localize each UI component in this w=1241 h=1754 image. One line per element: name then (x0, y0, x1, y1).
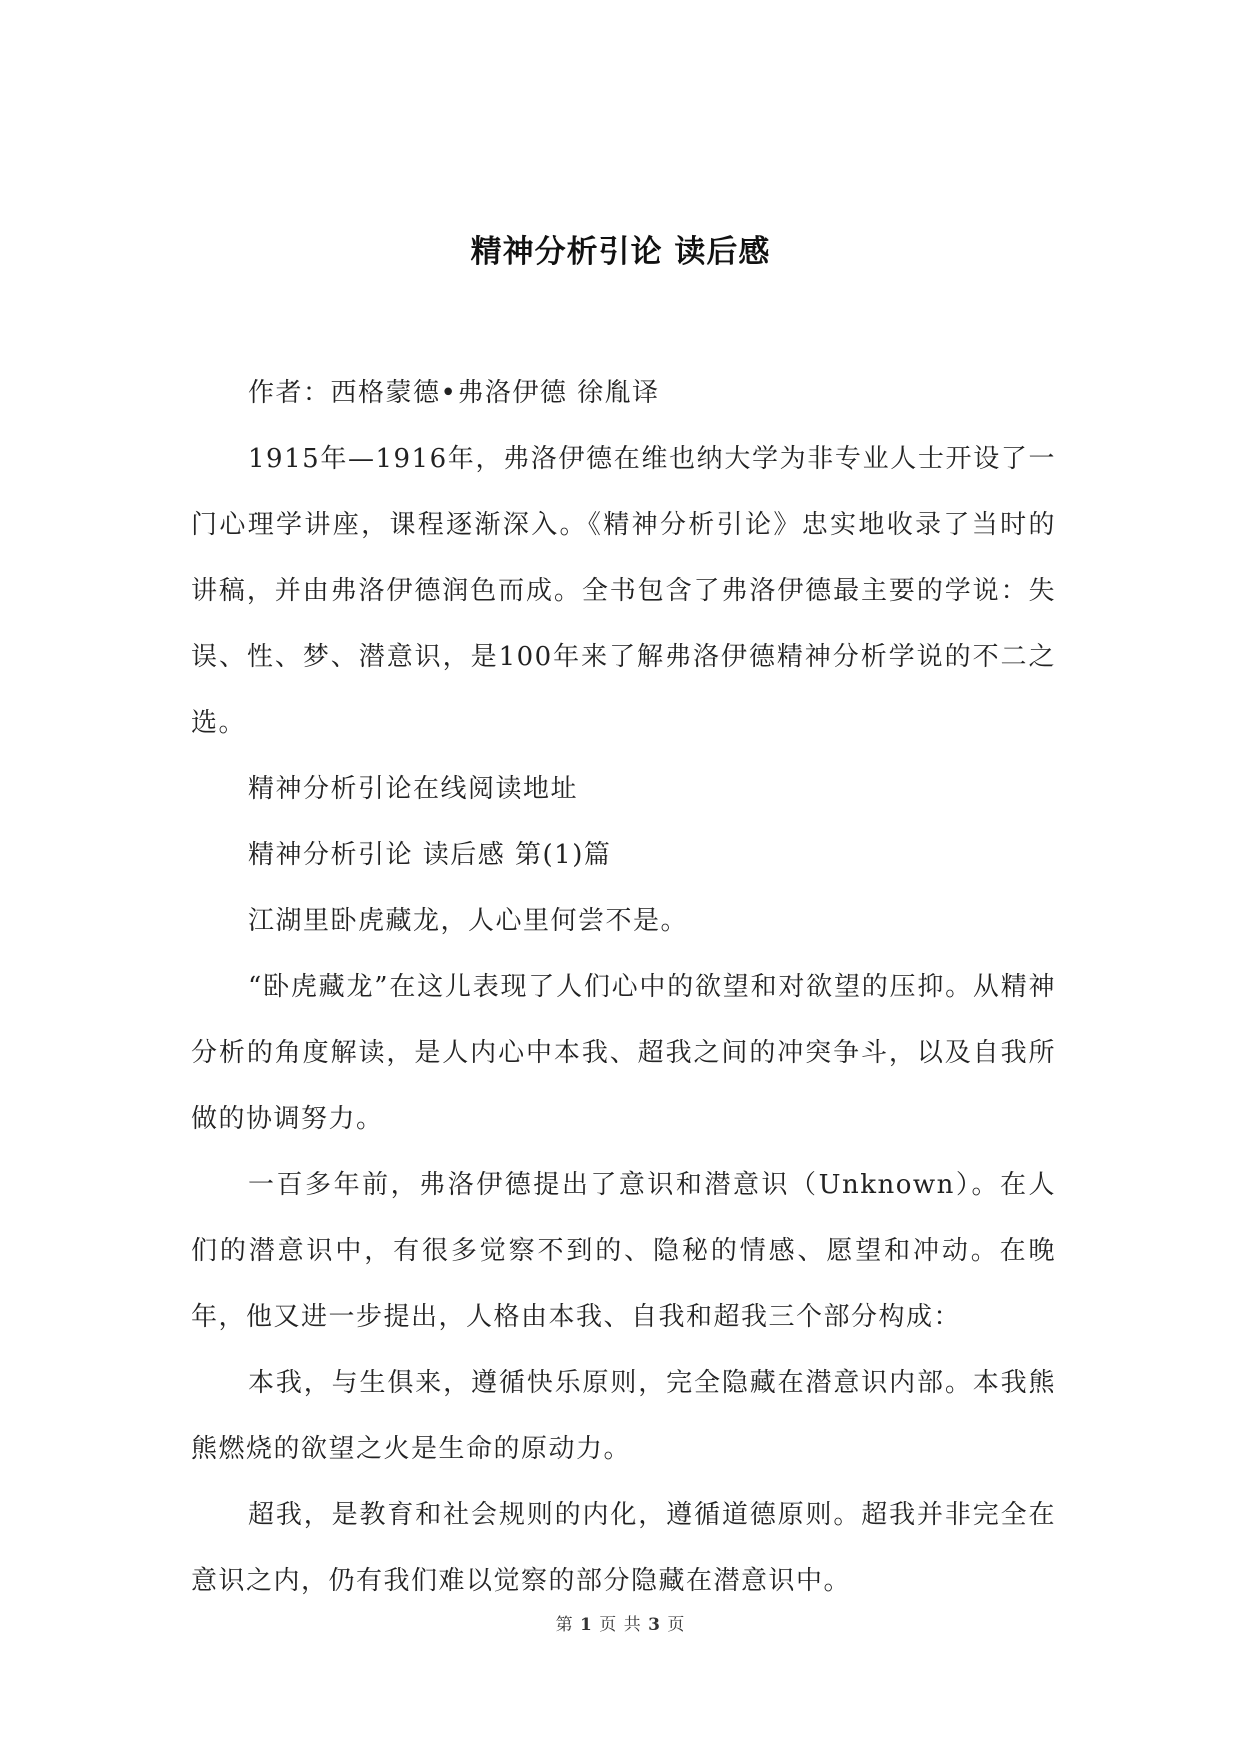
paragraph: 一百多年前，弗洛伊德提出了意识和潜意识（Unknown）。在人们的潜意识中，有很多觉察不到的、隐秘的情感、愿望和冲动。在晚年，他又进一步提出，人格由本我、自我和超我三个部分构成： (191, 1170, 1056, 1332)
footer-current-page: 1 (580, 1615, 593, 1635)
page-footer (0, 1610, 1241, 1635)
paragraph-section-heading: 精神分析引论 读后感 第(1)篇 (248, 840, 612, 870)
author-line: 作者：西格蒙德•弗洛伊德 徐胤译 (248, 378, 660, 408)
footer-middle: 页 共 (599, 1615, 642, 1635)
document-body (191, 360, 1056, 1614)
footer-prefix: 第 (555, 1615, 574, 1635)
paragraph: 本我，与生俱来，遵循快乐原则，完全隐藏在潜意识内部。本我熊熊燃烧的欲望之火是生命的原动力。 (191, 1368, 1056, 1464)
paragraph-intro: 1915年—1916年，弗洛伊德在维也纳大学为非专业人士开设了一门心理学讲座，课程逐渐深入。《精神分析引论》忠实地收录了当时的讲稿，并由弗洛伊德润色而成。全书包含了弗洛伊德最主要的学说：失误、性、梦、潜意识，是100年来了解弗洛伊德精神分析学说的不二之选。 (191, 444, 1056, 738)
footer-suffix: 页 (667, 1615, 686, 1635)
paragraph: 超我，是教育和社会规则的内化，遵循道德原则。超我并非完全在意识之内，仍有我们难以觉察的部分隐藏在潜意识中。 (191, 1500, 1056, 1596)
paragraph: “卧虎藏龙”在这儿表现了人们心中的欲望和对欲望的压抑。从精神分析的角度解读，是人内心中本我、超我之间的冲突争斗，以及自我所做的协调努力。 (191, 972, 1056, 1134)
footer-total-pages: 3 (648, 1615, 661, 1635)
document-title: 精神分析引论 读后感 (470, 234, 771, 270)
paragraph-online-address: 精神分析引论在线阅读地址 (248, 774, 579, 804)
paragraph: 江湖里卧虎藏龙，人心里何尝不是。 (248, 906, 689, 936)
